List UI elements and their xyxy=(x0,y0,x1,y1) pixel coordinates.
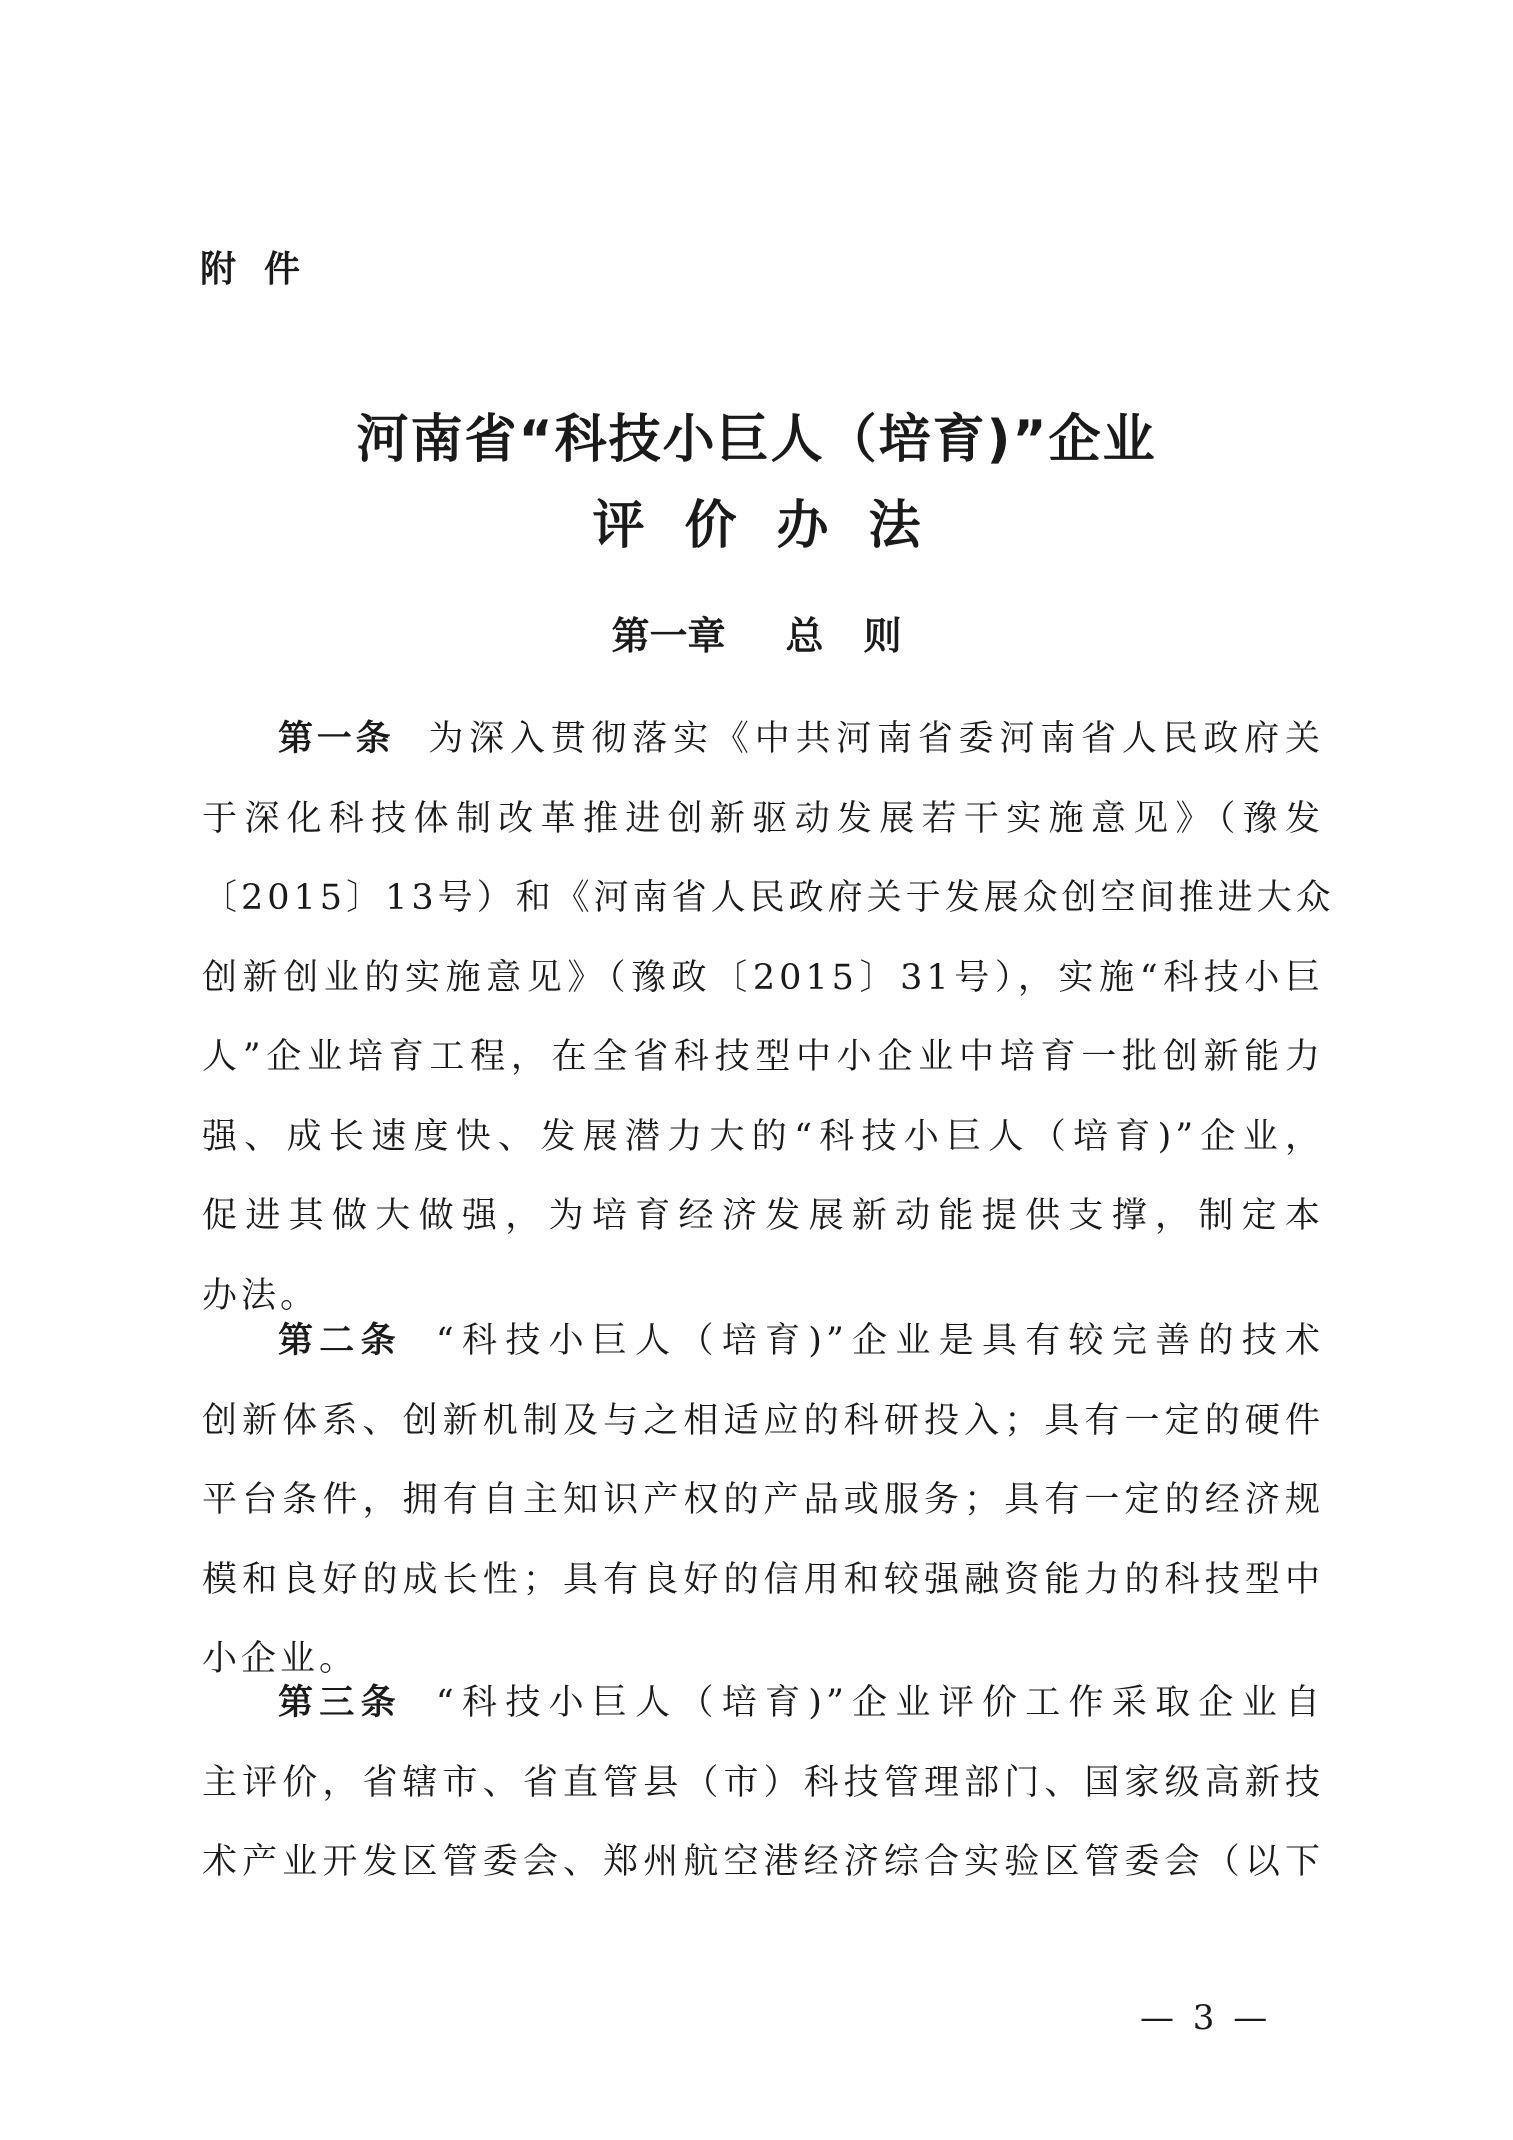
article-line: 促进其做大做强，为培育经济发展新动能提供支撑，制定本 xyxy=(202,1196,1324,1236)
article-line xyxy=(202,1302,1324,1382)
article-line: 模和良好的成长性；具有良好的信用和较强融资能力的科技型中 xyxy=(202,1559,1324,1600)
article-line: 创新创业的实施意见》（豫政〔2015〕31号），实施“科技小巨 xyxy=(202,957,1324,998)
chapter-name: 总则 xyxy=(785,614,942,658)
article-line: 小企业。 xyxy=(202,1639,359,1679)
article-heading: 第一条 xyxy=(278,719,395,759)
article-line xyxy=(202,1664,1324,1744)
article-heading: 第二条 xyxy=(278,1321,402,1361)
article-line: 术产业开发区管委会、郑州航空港经济综合实验区管委会（以下 xyxy=(202,1842,1324,1882)
article-line: 平台条件，拥有自主知识产权的产品或服务；具有一定的经济规 xyxy=(202,1480,1324,1520)
article-text: 为深入贯彻落实《中共河南省委河南省人民政府关 xyxy=(428,719,1324,759)
article-heading: 第三条 xyxy=(278,1683,402,1723)
article-line: 〔2015〕13号）和《河南省人民政府关于发展众创空间推进大众 xyxy=(202,878,1335,918)
article-line: 主评价，省辖市、省直管县（市）科技管理部门、国家级高新技 xyxy=(202,1762,1324,1803)
article-3 xyxy=(202,1664,1324,1903)
article-line: 于深化科技体制改革推进创新驱动发展若干实施意见》（豫发 xyxy=(202,798,1324,839)
article-line: 办法。 xyxy=(202,1275,320,1316)
article-line xyxy=(202,700,1324,780)
article-text: “科技小巨人（培育)”企业是具有较完善的技术 xyxy=(435,1321,1324,1361)
article-line: 强、成长速度快、发展潜力大的“科技小巨人（培育)”企业， xyxy=(202,1116,1324,1157)
document-title-line-1: 河南省“科技小巨人（培育)”企业 xyxy=(356,410,1157,470)
article-2 xyxy=(202,1302,1324,1700)
article-1 xyxy=(202,700,1335,1336)
document-title-line-2: 评价办法 xyxy=(592,496,961,556)
chapter-number: 第一章 xyxy=(611,614,726,658)
article-line: 创新体系、创新机制及与之相适应的科研投入；具有一定的硬件 xyxy=(202,1400,1324,1441)
article-line: 人”企业培育工程，在全省科技型中小企业中培育一批创新能力 xyxy=(202,1037,1324,1077)
article-text: “科技小巨人（培育)”企业评价工作采取企业自 xyxy=(435,1683,1324,1723)
chapter-heading xyxy=(180,612,1333,660)
page-number: — 3 — xyxy=(1140,1998,1272,2038)
attachment-label: 附件 xyxy=(200,249,329,290)
